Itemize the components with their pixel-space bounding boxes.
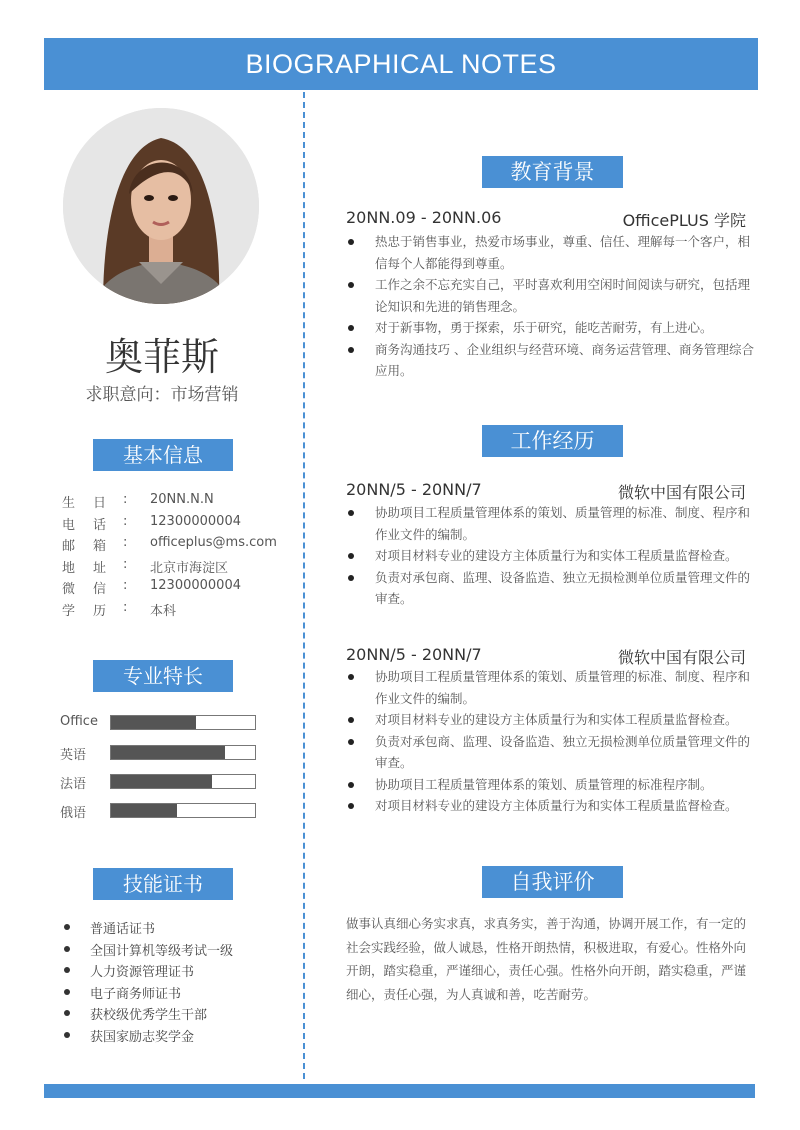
- header-title: BIOGRAPHICAL NOTES: [44, 38, 758, 90]
- bullet-item: 负责对承包商、监理、设备监造、独立无损检测单位质量管理文件的审查。: [346, 731, 758, 774]
- education-date: 20NN.09 - 20NN.06: [346, 208, 502, 227]
- bullet-item: 对于新事物，勇于探索，乐于研究，能吃苦耐劳，有上进心。: [346, 317, 758, 339]
- skill-level-fill: [111, 804, 177, 817]
- skill-label: 俄语: [60, 806, 87, 821]
- info-row: [62, 535, 302, 556]
- skill-label: Office: [60, 714, 98, 729]
- work-company: 微软中国有限公司: [617, 483, 746, 502]
- skill-level-fill: [111, 746, 225, 759]
- info-colon: :: [123, 556, 128, 572]
- info-colon: :: [123, 578, 128, 593]
- education-bullets: [346, 231, 758, 382]
- self-evaluation-text: 做事认真细心务实求真，求真务实，善于沟通，协调开展工作，有一定的社会实践经验，做人诚恳，性格开朗热情，积极进取，有爱心。性格外向开朗，踏实稳重，严谨细心，责任心强。性格外向开朗，踏实稳重，严谨细心，责任心强，为人真诚和善，吃苦耐劳。: [346, 916, 747, 1002]
- education-entry-header: [346, 208, 746, 230]
- info-row: [62, 578, 302, 599]
- info-value: 本科: [150, 603, 177, 619]
- skill-row: [60, 744, 260, 762]
- bullet-item: 负责对承包商、监理、设备监造、独立无损检测单位质量管理文件的审查。: [346, 567, 758, 610]
- work-bullets-1: [346, 502, 758, 610]
- section-certificates: 技能证书: [93, 868, 233, 900]
- certificate-item: 获国家励志奖学金: [64, 1026, 294, 1048]
- bullet-item: 对项目材料专业的建设方主体质量行为和实体工程质量监督检查。: [346, 709, 758, 731]
- bullet-item: 工作之余不忘充实自己，平时喜欢利用空闲时间阅读与研究，包括理论知识和先进的销售理念。: [346, 274, 758, 317]
- info-value: 20NN.N.N: [150, 492, 214, 507]
- section-basic-info: 基本信息: [93, 439, 233, 471]
- bullet-item: 协助项目工程质量管理体系的策划、质量管理的标准、制度、程序和作业文件的编制。: [346, 666, 758, 709]
- work-company: 微软中国有限公司: [617, 648, 746, 667]
- info-row: [62, 600, 302, 621]
- info-key: 邮箱: [62, 539, 125, 554]
- info-colon: :: [123, 492, 128, 507]
- bullet-item: 对项目材料专业的建设方主体质量行为和实体工程质量监督检查。: [346, 545, 758, 567]
- certificate-item: 人力资源管理证书: [64, 961, 294, 983]
- bullet-item: 热忠于销售事业，热爱市场事业，尊重、信任、理解每一个客户，相信每个人都能得到尊重。: [346, 231, 758, 274]
- bullet-item: 对项目材料专业的建设方主体质量行为和实体工程质量监督检查。: [346, 795, 758, 817]
- bullet-item: 协助项目工程质量管理体系的策划、质量管理的标准程序制。: [346, 774, 758, 796]
- section-skills: 专业特长: [93, 660, 233, 692]
- section-education: 教育背景: [482, 156, 623, 188]
- candidate-name: 奥菲斯: [104, 335, 219, 379]
- info-key: 电话: [62, 517, 125, 533]
- info-row: [62, 514, 302, 535]
- certificate-item: 获校级优秀学生干部: [64, 1004, 294, 1026]
- section-work: 工作经历: [482, 425, 623, 457]
- work-date: 20NN/5 - 20NN/7: [346, 480, 482, 499]
- info-row: [62, 557, 302, 578]
- info-value: 12300000004: [150, 578, 241, 593]
- skill-level-fill: [111, 716, 196, 729]
- bullet-item: 协助项目工程质量管理体系的策划、质量管理的标准、制度、程序和作业文件的编制。: [346, 502, 758, 545]
- info-value: 12300000004: [150, 513, 241, 529]
- skill-label: 法语: [60, 777, 87, 792]
- skill-level-bar: [110, 715, 256, 730]
- certificate-item: 普通话证书: [64, 918, 294, 940]
- work-bullets-2: [346, 666, 758, 817]
- bullet-item: 商务沟通技巧 、企业组织与经营环境、商务运营管理、商务管理综合应用。: [346, 339, 758, 382]
- work-entry-header-2: [346, 645, 746, 667]
- profile-photo: [63, 108, 259, 304]
- info-colon: :: [123, 535, 128, 550]
- skill-level-bar: [110, 803, 256, 818]
- column-divider: [303, 92, 305, 1079]
- skill-label: 英语: [60, 748, 87, 763]
- footer-bar: [44, 1084, 755, 1098]
- skill-level-fill: [111, 775, 212, 788]
- education-school: OfficePLUS 学院: [622, 211, 746, 230]
- work-date: 20NN/5 - 20NN/7: [346, 645, 482, 664]
- skill-row: [60, 773, 260, 791]
- skill-row: [60, 802, 260, 820]
- section-self-eval: 自我评价: [482, 866, 623, 898]
- info-key: 微信: [62, 582, 125, 597]
- work-entry-header-1: [346, 480, 746, 502]
- info-key: 生日: [62, 496, 125, 511]
- skill-level-bar: [110, 745, 256, 760]
- certificate-list: [64, 918, 294, 1047]
- info-colon: :: [123, 513, 128, 529]
- info-key: 学历: [62, 603, 125, 619]
- certificate-item: 电子商务师证书: [64, 983, 294, 1005]
- info-value: officeplus@ms.com: [150, 535, 277, 550]
- certificate-item: 全国计算机等级考试一级: [64, 940, 294, 962]
- portrait-image: [63, 108, 259, 304]
- info-row: [62, 492, 302, 513]
- job-intent: 求职意向：市场营销: [85, 385, 239, 405]
- info-value: 北京市海淀区: [150, 560, 229, 576]
- info-key: 地址: [62, 560, 125, 576]
- info-colon: :: [123, 599, 128, 615]
- skill-level-bar: [110, 774, 256, 789]
- skill-row: [60, 714, 260, 732]
